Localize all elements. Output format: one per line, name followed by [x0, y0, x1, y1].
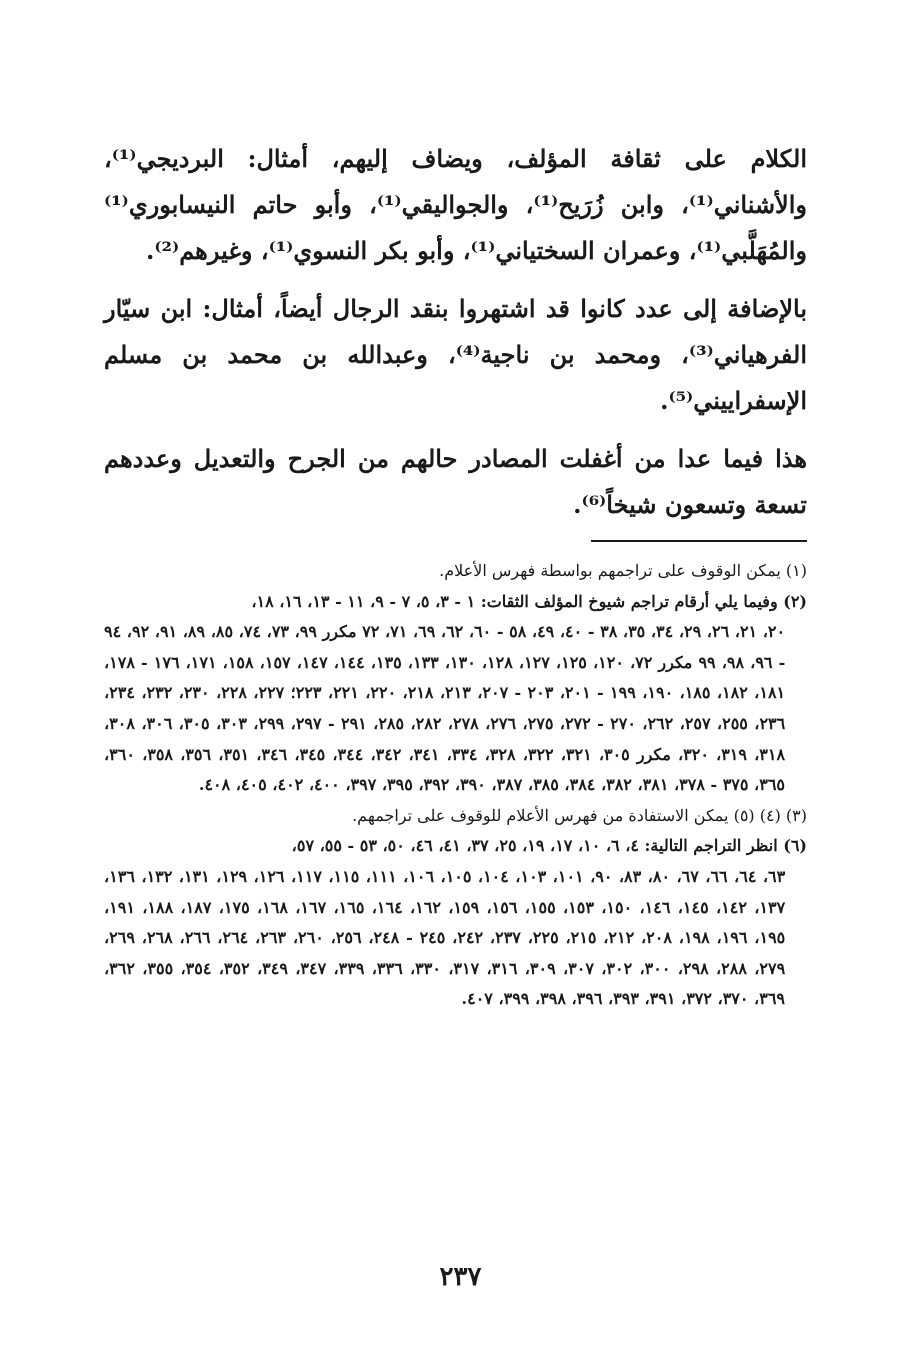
paragraph-1: الكلام على ثقافة المؤلف، ويضاف إليهم، أمثال: البرديجي⁽¹⁾، والأشناني⁽¹⁾، وابن زُرَيح⁽¹⁾، والجواليقي⁽¹⁾، وأبو حاتم النيسابوري⁽¹⁾ والمُهَلَّبي⁽¹⁾، وعمران السختياني⁽¹⁾، وأبو بكر النسوي⁽¹⁾، وغيرهم⁽²⁾. — [104, 144, 808, 265]
page-number: ٢٣٧ — [439, 1262, 482, 1292]
footnote-2-intro: (٢) وفيما يلي أرقام تراجم شيوخ المؤلف الثقات: ١ - ٣، ٥، ٧ - ٩، ١١ - ١٣، ١٦، ١٨، — [251, 591, 807, 611]
main-text — [104, 136, 807, 528]
footnote-2-numbers: ٢٠، ٢١، ٢٦، ٢٩، ٣٤، ٣٥، ٣٨ - ٤٠، ٤٩، ٥٨ - ٦٠، ٦٢، ٦٩، ٧١، ٧٢ مكرر ٩٩، ٧٣، ٧٤، ٨٥، ٨٩، ٩١، ٩٢، ٩٤ - ٩٦، ٩٨، ٩٩ مكرر ٧٢، ١٢٠، ١٢٥، ١٢٧، ١٢٨، ١٣٠، ١٣٣، ١٣٥، ١٤٤، ١٤٧، ١٥٧، ١٥٨، ١٧١، ١٧٦ - ١٧٨، ١٨١، ١٨٢، ١٨٥، ١٩٠، ١٩٩ - ٢٠١، ٢٠٣ - ٢٠٧، ٢١٣، ٢١٨، ٢٢٠، ٢٢١، ٢٢٣؛ ٢٢٧، ٢٢٨، ٢٣٠، ٢٣٢، ٢٣٤، ٢٣٦، ٢٥٥، ٢٥٧، ٢٦٢، ٢٧٠ - ٢٧٢، ٢٧٥، ٢٧٦، ٢٧٨، ٢٨٢، ٢٨٥، ٢٩١ - ٢٩٧، ٢٩٩، ٣٠٣، ٣٠٥، ٣٠٦، ٣٠٨، ٣١٨، ٣١٩، ٣٢٠، مكرر ٣٠٥، ٣٢١، ٣٢٢، ٣٢٨، ٣٣٤، ٣٤١، ٣٤٢، ٣٤٤، ٣٤٥، ٣٤٦، ٣٥١، ٣٥٦، ٣٥٨، ٣٦٠، ٣٦٥، ٣٧٥ - ٣٧٨، ٣٨١، ٣٨٢، ٣٨٤، ٣٨٥، ٣٨٧، ٣٩٠، ٣٩٢، ٣٩٥، ٣٩٧، ٤٠٠، ٤٠٢، ٤٠٥، ٤٠٨. — [104, 622, 786, 795]
footnote-separator — [591, 540, 807, 542]
footnote-1: (١) يمكن الوقوف على تراجمهم بواسطة فهرس الأعلام. — [439, 561, 807, 580]
footnote-3-5: (٣) (٤) (٥) يمكن الاستفادة من فهرس الأعلام للوقوف على تراجمهم. — [352, 805, 807, 825]
paragraph-2: بالإضافة إلى عدد كانوا قد اشتهروا بنقد الرجال أيضاً، أمثال: ابن سيّار الفرهياني⁽³⁾، ومحمد بن ناجية⁽⁴⁾، وعبدالله بن محمد بن مسلم الإسفراييني⁽⁵⁾. — [104, 294, 807, 415]
footnotes — [104, 556, 807, 1015]
footnote-6-intro: (٦) انظر التراجم التالية: ٤، ٦، ١٠، ١٧، ١٩، ٢٥، ٣٧، ٤١، ٤٦، ٥٠، ٥٣ - ٥٥، ٥٧، — [291, 836, 807, 856]
paragraph-3: هذا فيما عدا من أغفلت المصادر حالهم من الجرح والتعديل وعددهم تسعة وتسعون شيخاً⁽⁶⁾. — [104, 444, 807, 519]
footnote-6-numbers: ٦٣، ٦٤، ٦٦، ٦٧، ٨٠، ٨٣، ٩٠، ١٠١، ١٠٣، ١٠٤، ١٠٥، ١٠٦، ١١١، ١١٥، ١١٧، ١٢٦، ١٢٩، ١٣١، ١٣٢، ١٣٦، ١٣٧، ١٤٢، ١٤٥، ١٤٦، ١٥٠، ١٥٣، ١٥٥، ١٥٦، ١٥٩، ١٦٢، ١٦٤، ١٦٥، ١٦٧، ١٦٨، ١٧٥، ١٨٧، ١٨٨، ١٩١، ١٩٥، ١٩٦، ١٩٨، ٢٠٨، ٢١٢، ٢١٥، ٢٢٥، ٢٣٧، ٢٤٢، ٢٤٥ - ٢٤٨، ٢٥٦، ٢٦٠، ٢٦٣، ٢٦٤، ٢٦٦، ٢٦٨، ٢٦٩، ٢٧٩، ٢٨٨، ٢٩٨، ٣٠٠، ٣٠٢، ٣٠٧، ٣٠٩، ٣١٦، ٣١٧، ٣٣٠، ٣٣٦، ٣٣٩، ٣٤٧، ٣٤٩، ٣٥٢، ٣٥٤، ٣٥٥، ٣٦٢، ٣٦٩، ٣٧٠، ٣٧٢، ٣٩١، ٣٩٣، ٣٩٦، ٣٩٨، ٣٩٩، ٤٠٧. — [104, 866, 786, 1009]
